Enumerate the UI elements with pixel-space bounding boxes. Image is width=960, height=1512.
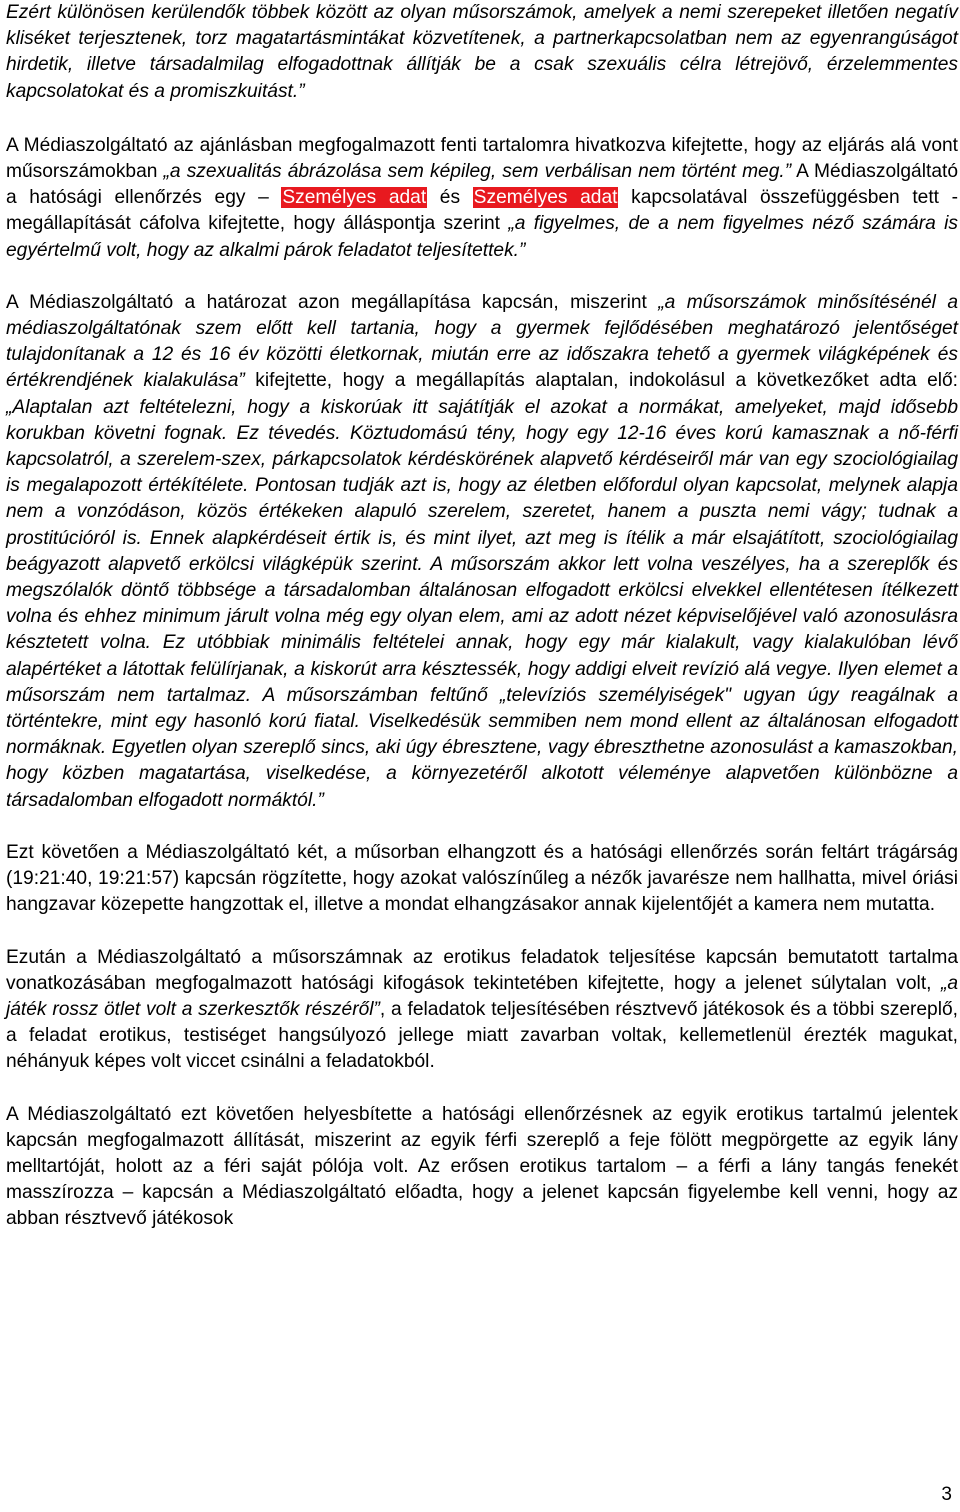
quoted-text: „a figyelmes, de a nem figyelmes néző számára is egyértelmű volt, hogy az alkalmi párok feladatot teljesítettek.” bbox=[6, 213, 958, 261]
paragraph-5 bbox=[6, 945, 958, 1076]
body-text: , a feladatok teljesítésében résztvevő játékosok és a többi szereplő, a feladat erotikus, testiséget hangsúlyozó jellege miatt zavarban voltak, kellemetlenül érezték magukat, néhányuk képes volt viccet csinálni a feladatokból. bbox=[6, 998, 958, 1073]
document-page bbox=[6, 0, 958, 1233]
body-text: és bbox=[427, 187, 473, 209]
body-text: A Médiaszolgáltató a hatósági ellenőrzés egy – bbox=[6, 161, 958, 209]
body-text: Ezután a Médiaszolgáltató a műsorszámnak az erotikus feladatok teljesítése kapcsán bemutatott tartalma vonatkozásában megfogalmazott hatósági kifogások tekintetében kifejtette, hogy a jelenet súlytalan volt, bbox=[6, 946, 958, 994]
quoted-text: „Alaptalan azt feltételezni, hogy a kiskorúak itt sajátítják el azokat a normákat, amelyeket, majd idősebb korukban követni fognak. Ez tévedés. Köztudomású tény, hogy egy 12-16 éves korú kamasznak a nő-férfi kapcsolatról, a szerelem-szex, párkapcsolatok kérdéskörének alapvető kérdéseiről már van egy szociológiailag is megalapozott értékítélete. Pontosan tudják azt is, hogy az életben előfordul olyan kapcsolat, melynek alapja nem a vonzódáson, közös értékeken alapuló szerelem, szeretet, hanem a puszta nemi vágy; tudnak a prostitúcióról is. Ennek alapkérdéseit értik is, és mint ilyet, azt meg is ítélik a már elsajátított, szociológiailag beágyazott alapvető erkölcsi világképük szerint. A műsorszám akkor lett volna veszélyes, ha a szereplők és megszólalók döntő többsége a társadalomban általánosan elfogadott erkölcsi elvekkel ellentétesen ítélkezett volna és ehhez minimum járult volna még egy olyan elem, ami az adott nézet képviselőjével való azonosulásra késztetett volna. Ez utóbbiak minimális feltételei annak, hogy egy már kialakult, vagy kialakulóban lévő alapértéket a látottak felülírjanak, a kiskorút arra késztessék, hogy addigi elveit revízió alá vegye. Ilyen elemet a műsorszám nem tartalmaz. A műsorszámban feltűnő „televíziós személyiségek" ugyan úgy reagálnak a történtekre, mint egy hasonló korú fiatal. Viselkedésük semmiben nem mond ellent az általánosan elfogadott normáknak. Egyetlen olyan szereplő sincs, aki úgy ébresztene, vagy ébreszthetne azonosulást a kamaszokban, hogy közben magatartása, viselkedése, a környezetéről alkotott véleménye alapvetően különbözne a társadalomban elfogadott normáktól.” bbox=[6, 396, 958, 811]
quoted-text: „a játék rossz ötlet volt a szerkesztők részéről” bbox=[6, 972, 958, 1020]
body-text: Ezt követően a Médiaszolgáltató két, a műsorban elhangzott és a hatósági ellenőrzés során feltárt trágárság (19:21:40, 19:21:57) kapcsán rögzítette, hogy azokat valószínűleg a nézők javarésze nem hallhatta, mivel óriási hangzavar közepette hangzottak el, illetve a mondat elhangzásakor annak kijelentőjét a kamera nem mutatta. bbox=[6, 841, 958, 916]
body-text: A Médiaszolgáltató a határozat azon megállapítása kapcsán, miszerint bbox=[6, 291, 659, 313]
quoted-text: Ezért különösen kerülendők többek között az olyan műsorszámok, amelyek a nemi szerepeket illetően negatív kliséket terjesztenek, torz magatartásmintákat közvetítenek, a partnerkapcsolatban nem az egyenrangúságot hirdetik, illetve társadalmilag elfogadottnak állítják be a csak szexuális célra létrejövő, érzelemmentes kapcsolatokat és a promiszkuitást.” bbox=[6, 2, 958, 102]
paragraph-3 bbox=[6, 290, 958, 814]
paragraph-1 bbox=[6, 0, 958, 105]
paragraph-2 bbox=[6, 133, 958, 264]
quoted-text: „a szexualitás ábrázolása sem képileg, sem verbálisan nem történt meg.” bbox=[163, 161, 792, 183]
body-text: A Médiaszolgáltató az ajánlásban megfogalmazott fenti tartalomra hivatkozva kifejtette, hogy az eljárás alá vont műsorszámokban bbox=[6, 134, 958, 183]
redacted-personal-data: Személyes adat bbox=[282, 187, 427, 209]
paragraph-4 bbox=[6, 840, 958, 919]
paragraph-6 bbox=[6, 1102, 958, 1233]
page-number: 3 bbox=[941, 1484, 952, 1505]
body-text: kifejtette, hogy a megállapítás alaptalan, indokolásul a következőket adta elő: bbox=[244, 370, 959, 392]
body-text: kapcsolatával összefüggésben tett - megállapítását cáfolva kifejtette, hogy álláspontja szerint bbox=[6, 187, 959, 235]
redacted-personal-data: Személyes adat bbox=[473, 187, 618, 209]
quoted-text: „a műsorszámok minősítésénél a médiaszolgáltatónak szem előtt kell tartania, hogy a gyermek fejlődésében meghatározó jelentőséget tulajdonítanak a 12 és 16 év közötti életkornak, miután erre az időszakra tehető a gyermek világképének és értékrendjének kialakulása” bbox=[6, 291, 958, 392]
body-text: A Médiaszolgáltató ezt követően helyesbítette a hatósági ellenőrzésnek az egyik erotikus tartalmú jelentek kapcsán megfogalmazott állítását, miszerint az egyik férfi szereplő a feje fölött megpörgette az egyik lány melltartóját, holott az a féri saját pólója volt. Az erősen erotikus tartalom – a férfi a lány tangás fenekét masszírozza – kapcsán a Médiaszolgáltató előadta, hogy a jelenet kapcsán figyelembe kell venni, hogy az abban résztvevő játékosok bbox=[6, 1103, 958, 1230]
